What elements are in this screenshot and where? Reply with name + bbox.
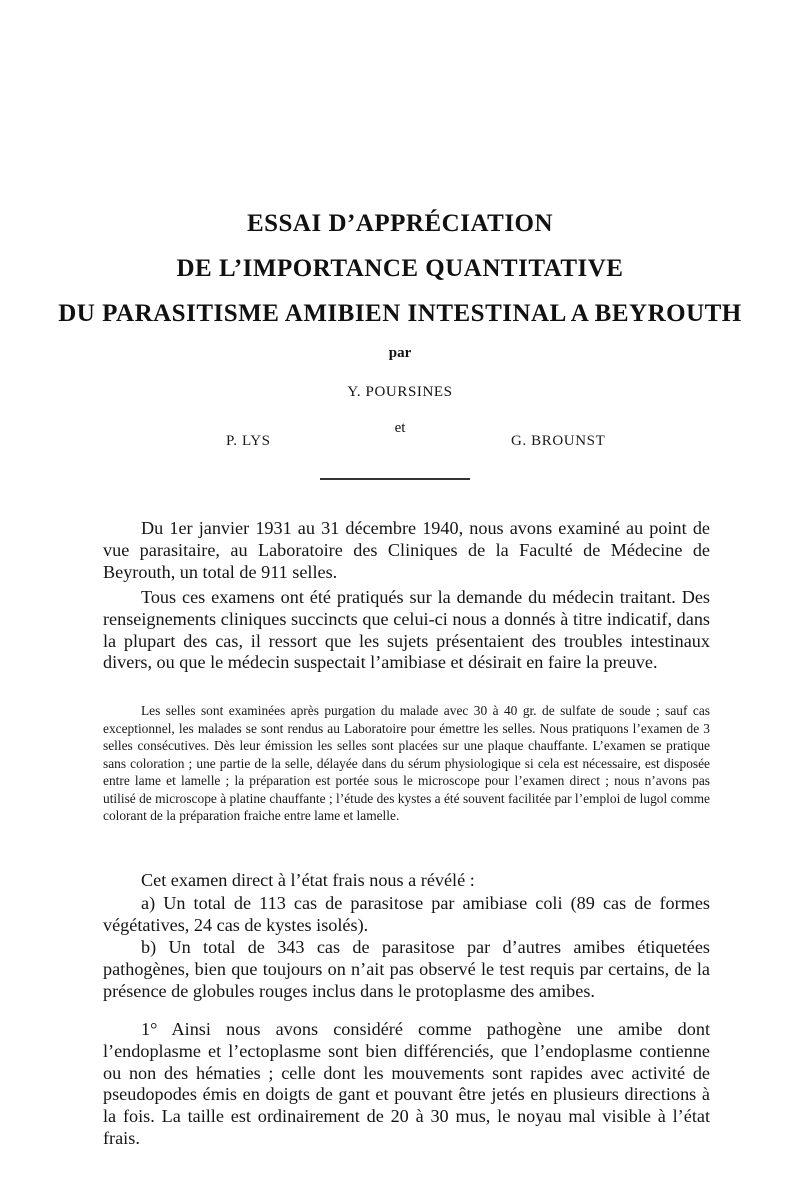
byline-par: par: [388, 345, 412, 361]
paragraph-4: a) Un total de 113 cas de parasitose par amibiase coli (89 cas de formes végétatives, 24 cas de kystes isolés).: [103, 893, 710, 935]
context-paragraph: [103, 587, 710, 674]
paragraph-1: Du 1er janvier 1931 au 31 décembre 1940, nous avons examiné au point de vue parasitaire, au Laboratoire des Cliniques de la Faculté de Médecine de Beyrouth, un total de 911 selles.: [103, 518, 710, 582]
paragraph-3: Cet examen direct à l’état frais nous a révélé :: [141, 870, 475, 890]
results-intro: [103, 870, 710, 892]
byline-et: et: [394, 420, 406, 436]
author-lys: P. LYS: [226, 433, 271, 449]
paragraph-6: 1° Ainsi nous avons considéré comme pathogène une amibe dont l’endoplasme et l’ectoplasme sont bien différenciés, que l’endoplasme contienne ou non des hématies ; celle dont les mouvements sont rapides avec activité de pseudopodes émis en doigts de gant et pouvant être jetés en plusieurs directions à la fois. La taille est ordinairement de 20 à 30 mus, le noyau mal visible à l’état frais.: [103, 1019, 710, 1148]
author-poursines: Y. POURSINES: [347, 384, 453, 400]
title-line-3: DU PARASITISME AMIBIEN INTESTINAL A BEYROUTH: [58, 300, 742, 327]
title-line-1: ESSAI D’APPRÉCIATION: [246, 210, 554, 237]
intro-paragraph: [103, 518, 710, 583]
paragraph-2: Tous ces examens ont été pratiqués sur la demande du médecin traitant. Des renseignements cliniques succincts que celui-ci nous a donnés à titre indicatif, dans la plupart des cas, il ressort que les sujets présentaient des troubles intestinaux divers, ou que le médecin suspectait l’amibiase et désirait en faire la preuve.: [103, 587, 710, 673]
criteria-1: [103, 1019, 710, 1150]
method-note: [103, 702, 710, 825]
paragraph-5: b) Un total de 343 cas de parasitose par d’autres amibes étiquetées pathogènes, bien que toujours on n’ait pas observé le test requis par certains, de la présence de globules rouges inclus dans le protoplasme des amibes.: [103, 937, 710, 1001]
result-a: [103, 893, 710, 937]
title-line-2: DE L’IMPORTANCE QUANTITATIVE: [176, 255, 624, 282]
title-divider: [320, 478, 470, 480]
method-paragraph: Les selles sont examinées après purgation du malade avec 30 à 40 gr. de sulfate de soude ; sauf cas exceptionnel, les malades se sont rendus au Laboratoire pour émettre les selles. Nous pratiquons l’examen de 3 selles consécutives. Dès leur émission les selles sont placées sur une plaque chauffante. L’examen se pratique sans coloration ; une partie de la selle, délayée dans du sérum physiologique si cela est nécessaire, est disposée entre lame et lamelle ; la préparation est portée sous le microscope pour l’examen direct ; nous n’avons pas utilisé de microscope à platine chauffante ; l’étude des kystes a été souvent facilitée par l’emploi de lugol comme colorant de la préparation fraiche entre lame et lamelle.: [103, 703, 710, 823]
result-b: [103, 937, 710, 1002]
author-brounst: G. BROUNST: [511, 433, 606, 449]
